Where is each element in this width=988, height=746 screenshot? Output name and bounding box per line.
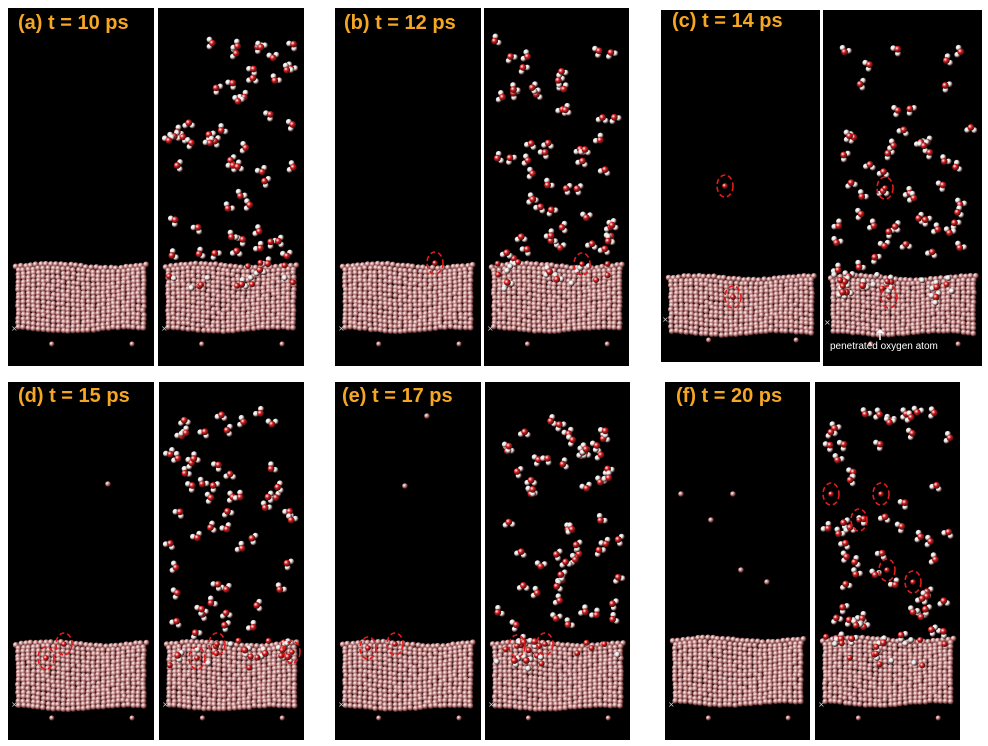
water-molecules [162, 37, 298, 291]
panel-e-left-scene [335, 382, 481, 740]
panel-c-right-frame [823, 10, 982, 366]
panel-c-left-scene [661, 10, 820, 362]
lone-atom [424, 413, 430, 419]
lone-atom [738, 567, 744, 573]
axis-glyph: × [662, 315, 669, 324]
panel-a-right-frame [158, 8, 304, 366]
substrate-atom [200, 715, 205, 720]
axis-glyph: × [668, 700, 675, 709]
substrate-atom [606, 715, 611, 720]
substrate-slab [13, 261, 149, 334]
panel-e-left-frame [335, 382, 481, 740]
axis-glyph: × [11, 324, 18, 333]
panel-b-right-frame [484, 8, 629, 366]
lone-atom [678, 491, 684, 497]
substrate-atom [786, 715, 791, 720]
substrate-atom [199, 341, 204, 346]
substrate-atom [526, 715, 531, 720]
substrate-atom [525, 341, 530, 346]
panel-f-left-frame [665, 382, 810, 740]
substrate-atom [706, 715, 711, 720]
penetrated-oxygen-annotation: penetrated oxygen atom [830, 341, 938, 352]
panel-b-label: (b) t = 12 ps [344, 12, 456, 34]
panel-d-left-frame [8, 382, 154, 740]
panel-a-left-frame [8, 8, 154, 366]
axis-glyph: × [488, 700, 495, 709]
substrate-atom [130, 341, 135, 346]
axis-glyph: × [487, 324, 494, 333]
axis-glyph: × [338, 700, 345, 709]
substrate-atom [936, 715, 941, 720]
axis-glyph: × [11, 700, 18, 709]
substrate-atom [956, 341, 961, 346]
panel-f-left-scene [665, 382, 810, 740]
panel-c-left-frame [661, 10, 820, 362]
panel-b-left-scene [335, 8, 481, 366]
substrate-atom [457, 715, 462, 720]
panel-e-right-frame [485, 382, 630, 740]
water-molecules [491, 34, 622, 292]
substrate-atom [457, 341, 462, 346]
substrate-slab [13, 639, 150, 712]
panel-f-right-frame [815, 382, 960, 740]
panel-e-right-scene [485, 382, 630, 740]
substrate-atom [376, 715, 381, 720]
lone-atom [764, 579, 770, 585]
panel-f-label: (f) t = 20 ps [676, 385, 783, 407]
substrate-atom [280, 715, 285, 720]
substrate-slab [340, 261, 476, 335]
panel-a-label: (a) t = 10 ps [18, 12, 129, 34]
axis-glyph: × [162, 700, 169, 709]
substrate-atom [280, 341, 285, 346]
substrate-atom [706, 337, 711, 342]
panel-a-left-scene [8, 8, 154, 366]
lone-atom [708, 517, 714, 523]
panel-c-label: (c) t = 14 ps [672, 10, 783, 32]
water-molecules [831, 45, 978, 306]
panel-b-left-frame [335, 8, 481, 366]
water-molecules [163, 406, 299, 671]
panel-d-right-frame [159, 382, 304, 740]
panel-a-right-scene [158, 8, 304, 366]
axis-glyph: × [161, 324, 168, 333]
substrate-atom [130, 715, 135, 720]
panel-b-right-scene [484, 8, 629, 366]
substrate-atom [794, 337, 799, 342]
panel-d-right-scene [159, 382, 304, 740]
lone-atom [105, 481, 111, 487]
panel-d-left-scene [8, 382, 154, 740]
panel-e-label: (e) t = 17 ps [342, 385, 453, 407]
substrate-slab [828, 273, 979, 338]
substrate-atom [49, 715, 54, 720]
penetration-arrow [875, 329, 885, 341]
substrate-atom [856, 715, 861, 720]
axis-glyph: × [818, 700, 825, 709]
substrate-slab [666, 273, 817, 338]
substrate-atom [49, 341, 54, 346]
substrate-slab [670, 635, 807, 709]
substrate-slab [163, 261, 300, 335]
substrate-atom [605, 341, 610, 346]
lone-atom [402, 483, 408, 489]
lone-atom [730, 491, 736, 497]
panel-c-right-scene [823, 10, 982, 366]
substrate-atom [376, 341, 381, 346]
water-molecules [821, 406, 954, 669]
water-molecules [494, 414, 626, 672]
axis-glyph: × [338, 324, 345, 333]
axis-glyph: × [824, 318, 831, 327]
panel-d-label: (d) t = 15 ps [18, 385, 130, 407]
panel-f-right-scene [815, 382, 960, 740]
